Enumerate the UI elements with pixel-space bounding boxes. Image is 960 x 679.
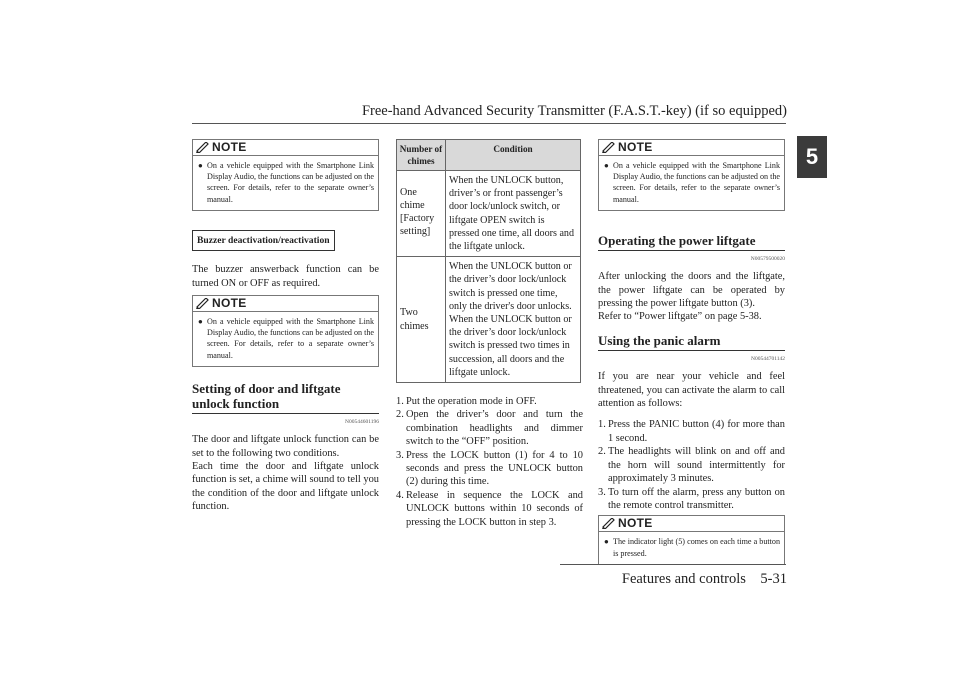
panic-steps-list [598, 418, 785, 512]
chapter-tab: 5 [797, 136, 827, 178]
footer-section: Features and controls [621, 571, 746, 587]
note-header [599, 516, 784, 532]
table-cell: When the UNLOCK button or the driver’s door lock/unlock switch is pressed one time, only the driver's door unlocks. When the UNLOCK button or the driver’s door lock/unlock switch is pressed two times in succession, all doors and the liftgate unlock. [446, 257, 581, 383]
panic-heading: Using the panic alarm [598, 333, 785, 351]
table-cell: Two chimes [397, 257, 446, 383]
buzzer-heading: Buzzer deactivation/reactivation [192, 230, 335, 251]
list-item: 1. Press the PANIC button (4) for more than 1 second. [598, 419, 785, 444]
list-item: 2. Open the driver’s door and turn the combination headlights and dimmer switch to the “OFF” position. [396, 409, 583, 448]
note-body [193, 156, 378, 210]
liftgate-heading: Operating the power liftgate [598, 233, 785, 251]
liftgate-text: Refer to “Power liftgate” on page 5-38. [598, 311, 762, 323]
panic-text: If you are near your vehicle and feel threatened, you can activate the alarm to call attention as follows: [598, 371, 785, 410]
table-cell: One chime [Factory setting] [397, 171, 446, 257]
page-number: 5-31 [760, 571, 787, 587]
note-box [598, 515, 785, 564]
note-text: On a vehicle equipped with the Smartphone Link Display Audio, the functions can be adjusted on the screen. For details, refer to the separate owner’s manual. [207, 161, 375, 204]
table-header-row [397, 140, 581, 171]
bullet-icon: ● [198, 317, 203, 327]
section-code: N00579500020 [750, 255, 785, 262]
list-item: 2. The headlights will blink on and off and the horn will sound intermittently for approximately 3 minutes. [598, 446, 785, 485]
note-body [193, 312, 378, 366]
note-pencil-icon [196, 142, 209, 153]
header-rule [192, 123, 786, 124]
bullet-icon: ● [604, 161, 609, 170]
page-header-title: Free-hand Advanced Security Transmitter (F.A.S.T.-key) (if so equipped) [361, 103, 787, 119]
note-header [599, 140, 784, 156]
note-body [599, 532, 784, 563]
bullet-icon: ● [604, 537, 609, 547]
note-box [192, 139, 379, 211]
note-text: The indicator light (5) comes on each time a button is pressed. [613, 537, 780, 558]
liftgate-text: After unlocking the doors and the liftgate, the power liftgate can be operated by pressing the power liftgate button (3). [598, 271, 785, 310]
column-left [192, 139, 379, 514]
note-header [193, 296, 378, 312]
list-item: 3. To turn off the alarm, press any button on the remote control transmitter. [598, 486, 785, 511]
note-pencil-icon [602, 142, 615, 153]
note-pencil-icon [602, 518, 615, 529]
column-middle [396, 139, 583, 529]
note-body [599, 156, 784, 210]
bullet-icon: ● [198, 161, 203, 170]
table-cell: When the UNLOCK button, driver’s or front passenger’s door lock/unlock switch, or liftgate OPEN switch is pressed one time, all doors and the liftgate unlock. [446, 171, 581, 257]
chime-table [396, 139, 581, 383]
note-label: NOTE [618, 139, 653, 154]
buzzer-text: The buzzer answerback function can be turned ON or OFF as required. [192, 264, 379, 289]
note-box [192, 295, 379, 367]
note-label: NOTE [618, 516, 653, 531]
list-item: 4. Release in sequence the LOCK and UNLOCK buttons within 10 seconds of pressing the LOCK button in step 3. [396, 489, 583, 528]
page-footer [622, 571, 787, 588]
footer-rule [560, 564, 786, 565]
section-code: N00544701142 [750, 355, 785, 362]
note-box [598, 139, 785, 211]
list-item: 1. Put the operation mode in OFF. [396, 396, 537, 408]
table-header: Condition [446, 140, 581, 171]
column-right [598, 139, 785, 565]
note-label: NOTE [212, 139, 247, 154]
note-text: On a vehicle equipped with the Smartphone Link Display Audio, the functions can be adjusted on the screen. For details, refer to the separate owner’s manual. [613, 161, 781, 204]
note-pencil-icon [196, 298, 209, 309]
setting-heading: Setting of door and liftgate unlock function [192, 381, 379, 414]
note-header [193, 140, 378, 156]
table-row [397, 171, 581, 257]
note-text: On a vehicle equipped with the Smartphone Link Display Audio, the functions can be adjusted on the screen. For details, refer to a separate owner’s manual. [207, 317, 375, 360]
table-row [397, 257, 581, 383]
list-item: 3. Press the LOCK button (1) for 4 to 10 seconds and press the UNLOCK button (2) during this time. [396, 449, 583, 488]
setting-text: The door and liftgate unlock function can be set to the following two conditions. [192, 434, 379, 459]
section-code: N00544601196 [344, 418, 379, 425]
note-label: NOTE [212, 295, 247, 310]
steps-list [396, 395, 583, 529]
table-header: Number of chimes [397, 140, 446, 171]
setting-text: Each time the door and liftgate unlock function is set, a chime will sound to tell you the condition of the door and liftgate unlock function. [192, 461, 380, 513]
